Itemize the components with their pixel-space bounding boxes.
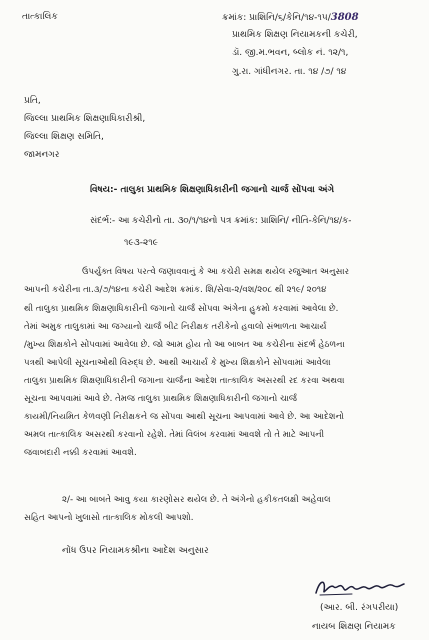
body-line-10: અમલ તાત્કાલિક અસરથી કરવાનો રહેશે. તેમાં વિલંબ કરવામાં આવશે તો તે માટે આપની <box>24 430 325 440</box>
reference-line-1: સંદર્ભ:- આ કચેરીનો તા. ૩૦/૧/૧૪નો પત્ર ક્રમાંક: પ્રાશિનિ/ નીતિ-કેનિ/૧૪/ક- <box>90 216 352 226</box>
body-line-8: સૂચના આપવામાં આવે છે. તેમજ તાલુકા પ્રાથમિક શિક્ષણાધિકારીની જગાનો ચાર્જ <box>24 394 298 404</box>
body-line-1: ઉપર્યુક્ત વિષય પરત્વે જણાવવાનું કે આ કચેરી સમક્ષ થયેલ રજુઆત અનુસાર <box>82 267 350 277</box>
handwritten-signature <box>312 575 406 599</box>
office-line-2: ડૉ. જી.મ.ભવન, બ્લોક નં. ૧૨/૧, <box>232 48 349 58</box>
body-line-11: જવાબદારી નક્કી કરવામાં આવશે. <box>24 448 137 458</box>
signature-graphic <box>312 575 406 599</box>
signatory-name: (આર. બી. રંગપરીયા) <box>320 603 399 613</box>
body2-line-2: સહિત આપનો ખુલાસો તાત્કાલિક મોકલી આપશો. <box>24 513 194 523</box>
closing-note: નોંધ ઉપર નિયામકશ્રીના આદેશ અનુસાર <box>62 546 209 556</box>
office-line-1: પ્રાથમિક શિક્ષણ નિયામકની કચેરી, <box>232 30 358 40</box>
body2-line-1: ૨/- આ બાબતે આવુ કયા કારણોસર થયેલ છે. તે અંગેનો હકીકતલક્ષી અહેવાલ <box>62 495 331 505</box>
signatory-designation: નાયબ શિક્ષણ નિયામક <box>312 622 396 632</box>
recipient-line-3: જિલ્લા શિક્ષણ સમિતિ, <box>24 132 104 142</box>
reference-line-2: ૧૯૩-૨૧૯ <box>124 238 159 248</box>
subject-line: વિષય:- તાલુકા પ્રાથમિક શિક્ષણાધિકારીની જગાનો ચાર્જ સોંપવા અંગે <box>90 185 335 195</box>
body-line-7: તાલુકા પ્રાથમિક શિક્ષણાધિકારીની જગાના ચાર્જના આદેશ તાત્કાલિક અસરથી રદ કરવા અથવા <box>24 376 345 386</box>
reference-number-line <box>222 12 359 24</box>
body-line-5: /મુખ્ય શિક્ષકોને સોંપવામાં આવેલા છે. જો આમ હોય તો આ બાબત આ કચેરીના સંદર્ભ હેઠળના <box>24 340 345 350</box>
priority-label: તાત્કાલિક <box>22 12 58 22</box>
reference-number-printed: ક્રમાંક: પ્રાશિનિ/૬/કેનિ/૧૪-૧૫/ <box>222 13 331 23</box>
recipient-line-1: પ્રતિ, <box>24 96 41 106</box>
body-line-9: કાયમી/નિયમિત કેળવણી નિરીક્ષકને જ સોંપવા આથી સૂચના આપવામાં આવે છે. આ આદેશનો <box>24 412 345 422</box>
body-line-3: થી તાલુકા પ્રાથમિક શિક્ષણાધિકારીની જગાનો ચાર્જ સોંપવા અંગેના હુકમો કરવામાં આવેલા છે. <box>24 304 339 314</box>
reference-number-handwritten: 3808 <box>330 12 359 23</box>
recipient-line-4: જામનગર <box>24 150 60 160</box>
body-line-4: તેમાં અમુક તાલુકામાં આ જગ્યાનો ચાર્જ બીટ નિરીક્ષક તરીકેનો હવાલો સંભાળતા આચાર્ય <box>24 322 327 332</box>
office-line-3: ગુ.રા. ગાંધીનગર. તા. ૧૪ /૭/ ૧૪ <box>232 67 347 77</box>
recipient-line-2: જિલ્લા પ્રાથમિક શિક્ષણાધિકારીશ્રી, <box>24 114 146 124</box>
body-line-2: આપની કચેરીના તા.૩/૭/૧૪ના કચેરી આદેશ ક્રમાંક. શિ/સેવા-૨/વશ/૨૦૮ થી ૨૧૯/ ૨૦૧૪ <box>24 285 327 295</box>
body-line-6: પત્રથી આપેલી સૂચનાઓથી વિરુદ્ધ છે. આથી આચાર્ય કે મુખ્ય શિક્ષકોને સોંપવામાં આવેલા <box>24 358 331 368</box>
